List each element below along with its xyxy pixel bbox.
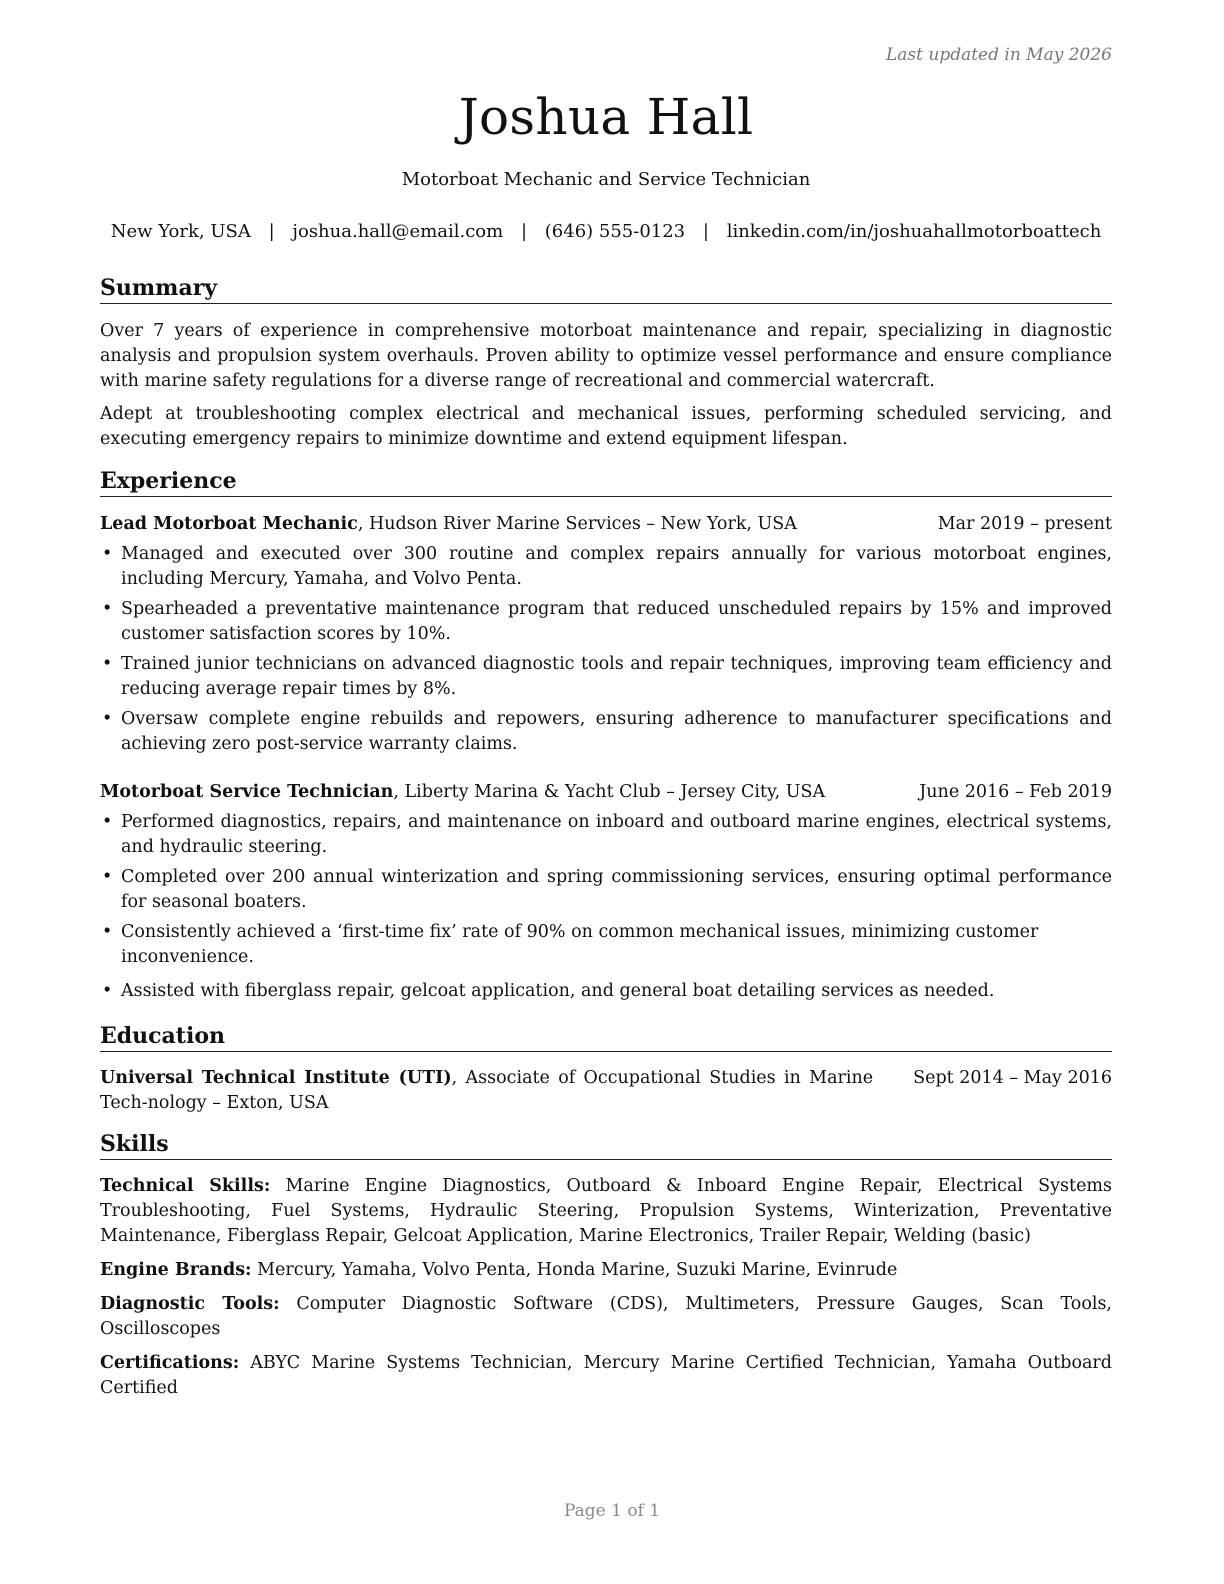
entry-header [100,512,1112,537]
skill-row [100,1174,1112,1249]
candidate-name: Joshua Hall [458,88,754,146]
contact-phone[interactable]: (646) 555-0123 [544,221,686,242]
list-item: • Consistently achieved a ‘first-time fix’ rate of 90% on common mechanical issues, minimizing customer inconvenience. [100,920,1118,970]
contact-separator: | [268,221,275,242]
job-role: Lead Motorboat Mechanic [100,514,358,534]
job-role: Motorboat Service Technician [100,782,394,802]
section-heading-education: Education [100,1022,1112,1052]
experience-entry [100,780,1112,1004]
list-item: • Assisted with fiberglass repair, gelcoat application, and general boat detailing services as needed. [100,979,1112,1004]
list-item: • Trained junior technicians on advanced diagnostic tools and repair techniques, improving team efficiency and reducing average repair times by 8%. [100,652,1112,702]
list-item: • Spearheaded a preventative maintenance program that reduced unscheduled repairs by 15% and improved customer satisfaction scores by 10%. [100,597,1112,647]
skill-label: Certifications: [100,1353,240,1373]
contact-email[interactable]: joshua.hall@email.com [292,221,504,242]
list-item: • Performed diagnostics, repairs, and maintenance on inboard and outboard marine engines, electrical systems, and hydraulic steering. [100,810,1112,860]
contact-separator: | [520,221,528,242]
skill-value: Marine Engine Diagnostics, Outboard & Inboard Engine Repair, Electrical Systems Troubleshooting, Fuel Systems, Hydraulic Steering, Propulsion Systems, Winterization, Preventative Maintenance, Fiberglass Repair, Gelcoat Application, Marine Electronics, Trailer Repair, Welding (basic) [100,1176,1113,1246]
experience-section [100,467,1112,1004]
job-dates: Mar 2019 – present [937,514,1112,534]
contact-linkedin[interactable]: linkedin.com/in/joshuahallmotorboattech [726,221,1102,242]
list-item: • Managed and executed over 300 routine and complex repairs annually for various motorboat engines, including Mercury, Yamaha, and Volvo Penta. [100,542,1112,592]
job-bullets [100,810,1112,1004]
contact-line [100,220,1112,244]
skill-row [100,1292,1112,1342]
job-bullets [100,542,1112,757]
list-item: • Oversaw complete engine rebuilds and repowers, ensuring adherence to manufacturer specifications and achieving zero post-service warranty claims. [100,707,1112,757]
summary-paragraph: Over 7 years of experience in comprehensive motorboat maintenance and repair, specializing in diagnostic analysis and propulsion system overhauls. Proven ability to optimize vessel performance and ensure compliance with marine safety regulations for a diverse range of recreational and commercial watercraft. [100,321,1112,391]
contact-separator: | [702,221,709,242]
candidate-title: Motorboat Mechanic and Service Technician [401,169,811,190]
section-heading-skills: Skills [100,1130,1112,1160]
list-item: • Completed over 200 annual winterization and spring commissioning services, ensuring optimal performance for seasonal boaters. [100,865,1112,915]
job-org: , Liberty Marina & Yacht Club – Jersey City, USA [393,782,826,802]
skill-value: Computer Diagnostic Software (CDS), Multimeters, Pressure Gauges, Scan Tools, Oscilloscopes [100,1294,1112,1339]
skill-row [100,1351,1112,1401]
skill-label: Technical Skills: [100,1176,271,1196]
entry-header [100,780,1112,805]
skills-section [100,1130,1112,1401]
section-heading-summary: Summary [100,274,1112,304]
skill-value: Mercury, Yamaha, Volvo Penta, Honda Marine, Suzuki Marine, Evinrude [251,1260,898,1280]
skill-label: Diagnostic Tools: [100,1294,280,1314]
last-updated: Last updated in May 2026 [885,45,1112,65]
education-entry [100,1066,1112,1116]
school-name: Universal Technical Institute (UTI) [100,1068,452,1088]
experience-entry [100,512,1112,757]
degree: , Associate of Occupational Studies in Marine Tech-nology – Exton, USA [100,1068,874,1113]
job-dates: June 2016 – Feb 2019 [919,782,1112,802]
education-dates: Sept 2014 – May 2016 [913,1068,1112,1088]
skill-row [100,1258,1112,1283]
skill-value: ABYC Marine Systems Technician, Mercury Marine Certified Technician, Yamaha Outboard Certified [100,1353,1112,1398]
summary-section [100,274,1112,452]
contact-location: New York, USA [110,221,251,242]
education-section [100,1022,1112,1116]
summary-paragraph: Adept at troubleshooting complex electrical and mechanical issues, performing scheduled servicing, and executing emergency repairs to minimize downtime and extend equipment lifespan. [100,404,1112,449]
page-number: Page 1 of 1 [563,1501,661,1521]
skill-label: Engine Brands: [100,1260,252,1280]
section-heading-experience: Experience [100,467,1112,497]
job-org: , Hudson River Marine Services – New York, USA [357,514,797,534]
